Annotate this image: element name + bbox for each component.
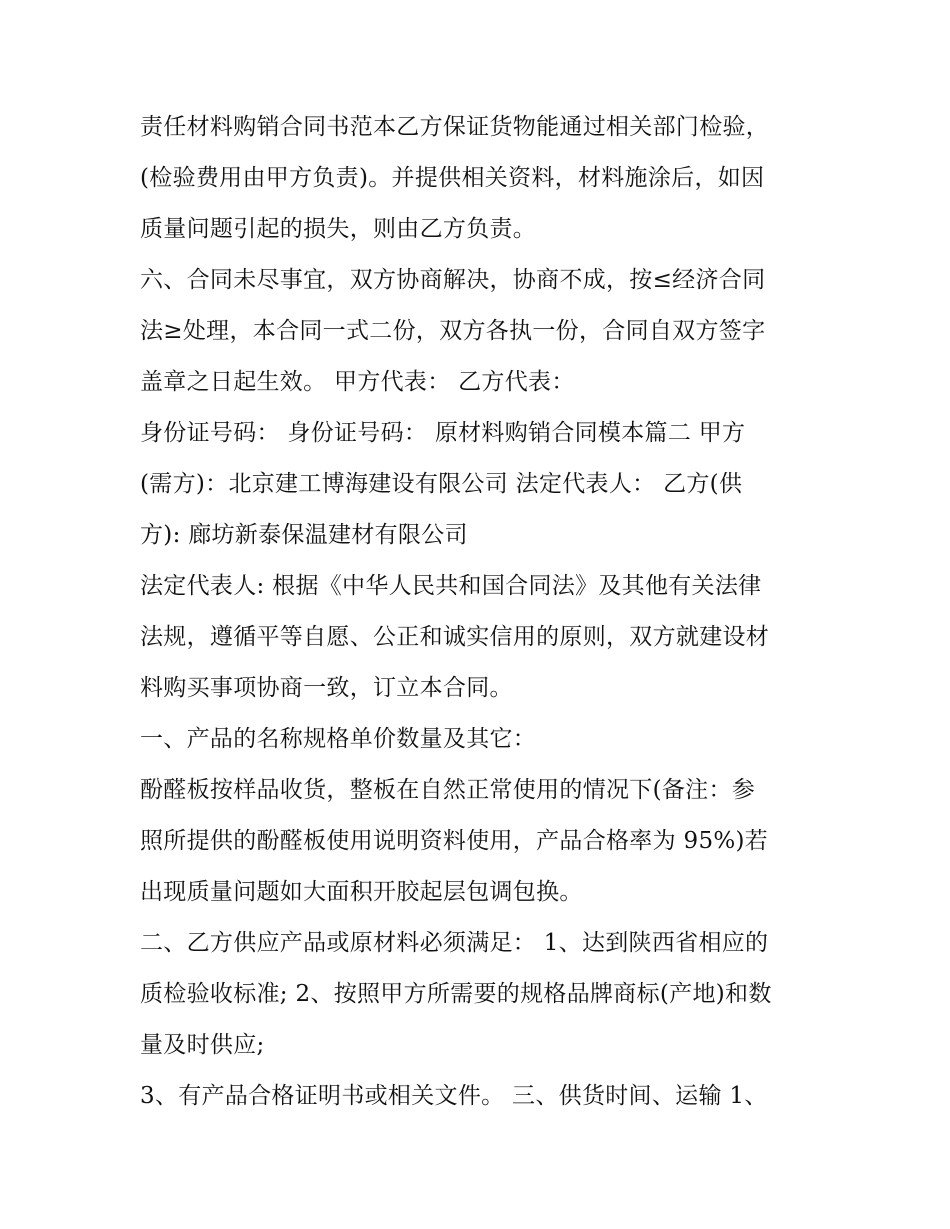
text-line: 出现质量问题如大面积开胶起层包调包换。: [140, 879, 583, 905]
text-line: 方): 廊坊新泰保温建材有限公司: [140, 522, 468, 548]
text-line: 料购买事项协商一致，订立本合同。: [140, 675, 513, 701]
text-line: 身份证号码： 身份证号码： 原材料购销合同模本篇二 甲方: [140, 420, 746, 446]
text-line: 法定代表人: 根据《中华人民共和国合同法》及其他有关法律: [140, 573, 762, 599]
text-line: 六、合同未尽事宜，双方协商解决，协商不成，按≤经济合同: [140, 267, 766, 293]
text-line: (需方)：北京建工博海建设有限公司 法定代表人： 乙方(供: [140, 471, 743, 497]
text-line: 法规，遵循平等自愿、公正和诚实信用的原则，双方就建设材: [140, 624, 770, 650]
text-line: 质检验收标准; 2、按照甲方所需要的规格品牌商标(产地)和数: [140, 981, 772, 1007]
text-line: 量及时供应;: [140, 1032, 265, 1058]
text-line: (检验费用由甲方负责)。并提供相关资料，材料施涂后，如因: [140, 165, 765, 191]
text-line: 3、有产品合格证明书或相关文件。 三、供货时间、运输 1、: [140, 1083, 768, 1109]
text-line: 二、乙方供应产品或原材料必须满足： 1、达到陕西省相应的: [140, 930, 769, 956]
text-line: 法≥处理，本合同一式二份，双方各执一份，合同自双方签字: [140, 318, 766, 344]
text-line: 酚醛板按样品收货，整板在自然正常使用的情况下(备注：参: [140, 777, 756, 803]
text-line: 责任材料购销合同书范本乙方保证货物能通过相关部门检验，: [140, 114, 770, 140]
text-line: 一、产品的名称规格单价数量及其它：: [140, 726, 537, 752]
text-line: 质量问题引起的损失，则由乙方负责。: [140, 216, 537, 242]
contract-text-body: [140, 102, 820, 1122]
text-line: 照所提供的酚醛板使用说明资料使用，产品合格率为 95%)若: [140, 828, 769, 854]
text-line: 盖章之日起生效。 甲方代表： 乙方代表：: [140, 369, 575, 395]
